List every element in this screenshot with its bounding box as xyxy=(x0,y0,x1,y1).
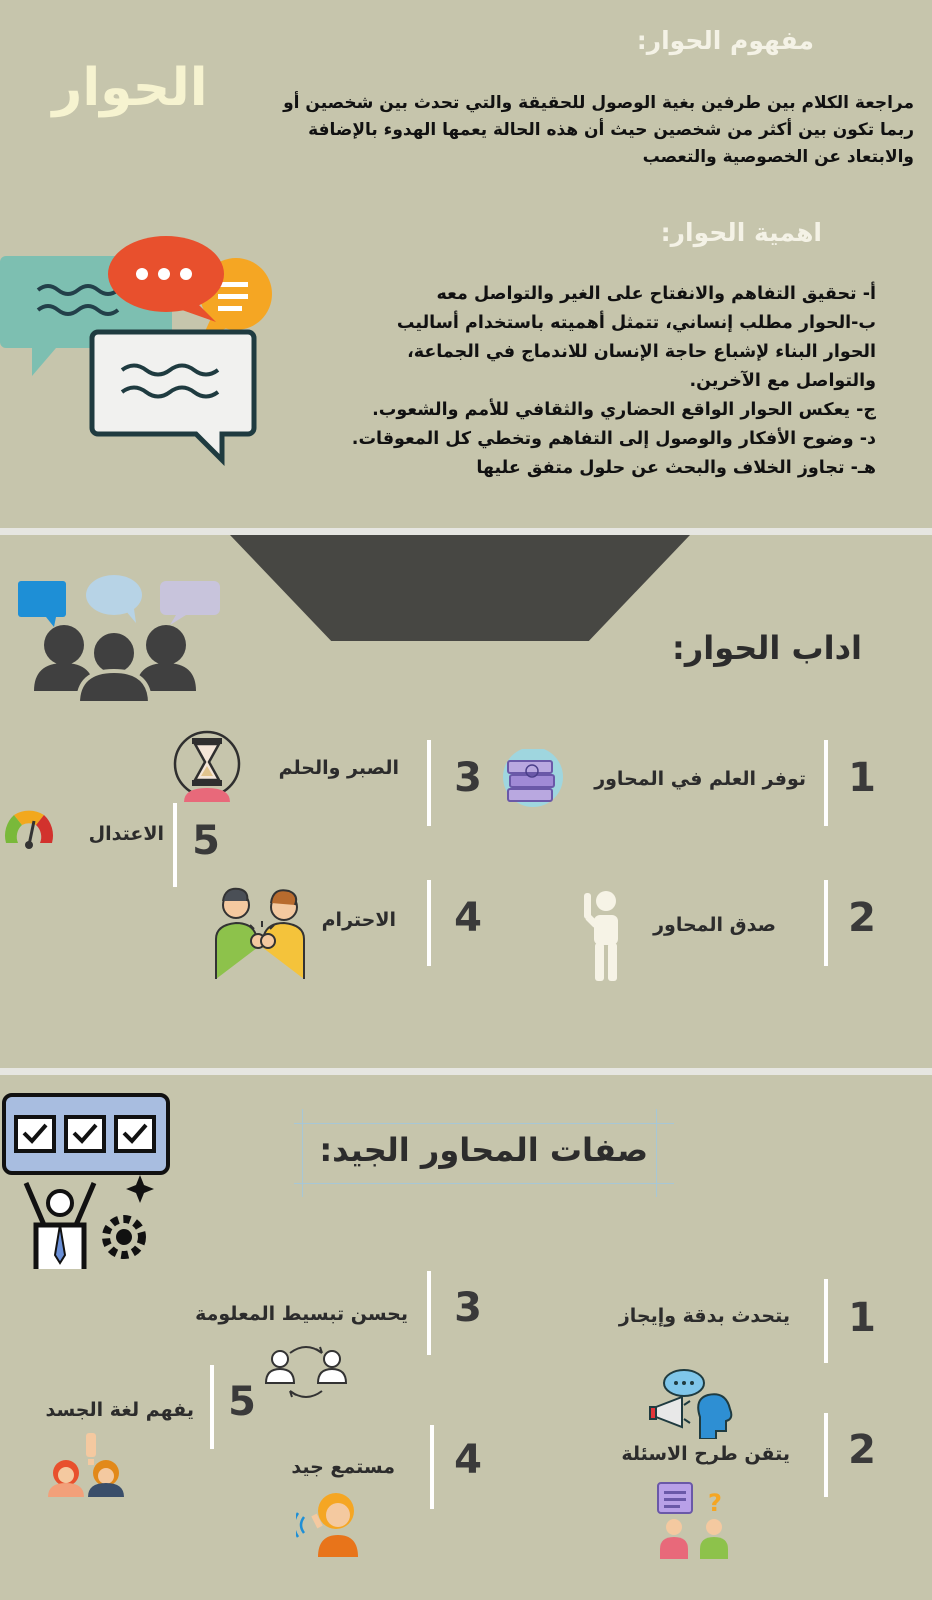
item-separator xyxy=(824,740,828,826)
respect-fist-bump-icon xyxy=(212,887,308,979)
traits-item-label: يتقن طرح الاسئلة xyxy=(621,1443,790,1465)
etiquette-item-label: توفر العلم في المحاور xyxy=(594,768,806,790)
etiquette-item-label: صدق المحاور xyxy=(653,914,776,936)
good-listener-icon xyxy=(296,1489,368,1557)
importance-item: والتواصل مع الآخرين. xyxy=(689,371,876,391)
frame-line xyxy=(656,1109,657,1197)
item-number: 5 xyxy=(192,818,220,864)
speaking-megaphone-icon xyxy=(648,1369,740,1439)
item-separator xyxy=(427,1271,431,1355)
gauge-moderation-icon xyxy=(0,797,58,855)
importance-item: ب-الحوار مطلب إنساني، تتمثل أهميته باستخدام أساليب xyxy=(396,313,876,333)
concept-line: والابتعاد عن الخصوصية والتعصب xyxy=(642,147,914,167)
item-separator xyxy=(427,740,431,826)
etiquette-heading: اداب الحوار: xyxy=(672,629,862,667)
traits-item-label: مستمع جيد xyxy=(291,1456,395,1478)
decorative-trapezoid xyxy=(230,535,690,641)
etiquette-item-label: الاحترام xyxy=(321,909,396,931)
section-divider xyxy=(0,1068,932,1075)
importance-heading: اهمية الحوار: xyxy=(660,218,822,247)
etiquette-item-label: الاعتدال xyxy=(88,823,164,845)
books-icon xyxy=(498,749,568,809)
item-separator xyxy=(824,1413,828,1497)
importance-item: ج- يعكس الحوار الواقع الحضاري والثقافي للأمم والشعوب. xyxy=(372,400,876,420)
intro-section xyxy=(0,0,932,528)
item-number: 5 xyxy=(228,1379,256,1425)
item-separator xyxy=(430,1425,434,1509)
asking-questions-icon xyxy=(656,1479,736,1561)
svg-text:?: ? xyxy=(708,1489,722,1517)
item-number: 2 xyxy=(848,895,876,941)
item-separator xyxy=(210,1365,214,1449)
concept-line: ربما تكون بين أكثر من شخصين حيث أن هذه الحالة يعمها الهدوء بالإضافة xyxy=(308,120,914,140)
hourglass-patience-icon xyxy=(168,730,246,802)
item-separator xyxy=(173,803,177,887)
traits-item-label: يتحدث بدقة وإيجاز xyxy=(618,1305,790,1327)
importance-item: د- وضوح الأفكار والوصول إلى التفاهم وتخطي كل المعوقات. xyxy=(351,429,876,449)
importance-item: الحوار البناء لإشباع حاجة الإنسان للاندماج في الجماعة، xyxy=(407,342,876,362)
item-separator xyxy=(824,1279,828,1363)
section-divider xyxy=(0,528,932,535)
checklist-achiever-icon xyxy=(0,1093,176,1269)
item-number: 3 xyxy=(454,1285,482,1331)
chat-bubbles-icon xyxy=(0,232,280,472)
item-number: 1 xyxy=(848,755,876,801)
frame-line xyxy=(302,1109,303,1197)
traits-heading: صفات المحاور الجيد: xyxy=(319,1131,648,1169)
item-number: 4 xyxy=(454,895,482,941)
item-number: 4 xyxy=(454,1437,482,1483)
etiquette-item-label: الصبر والحلم xyxy=(278,757,399,779)
concept-line: مراجعة الكلام بين طرفين بغية الوصول للحقيقة والتي تحدث بين شخصين أو xyxy=(283,93,914,113)
concept-heading: مفهوم الحوار: xyxy=(636,26,814,55)
exchange-people-icon xyxy=(264,1345,350,1403)
frame-line xyxy=(294,1183,674,1184)
item-number: 2 xyxy=(848,1427,876,1473)
etiquette-section xyxy=(0,535,932,1068)
item-number: 1 xyxy=(848,1295,876,1341)
importance-item: أ- تحقيق التفاهم والانفتاح على الغير والتواصل معه xyxy=(436,284,876,304)
traits-item-label: يحسن تبسيط المعلومة xyxy=(195,1303,408,1325)
group-discussion-icon xyxy=(16,575,226,705)
body-language-icon xyxy=(46,1431,128,1497)
importance-list xyxy=(316,280,876,483)
traits-section xyxy=(0,1075,932,1600)
concept-definition xyxy=(234,90,914,171)
item-number: 3 xyxy=(454,755,482,801)
traits-item-label: يفهم لغة الجسد xyxy=(45,1399,194,1421)
frame-line xyxy=(294,1123,674,1124)
importance-item: هـ- تجاوز الخلاف والبحث عن حلول متفق عليها xyxy=(476,458,876,478)
main-title: الحوار xyxy=(52,58,208,118)
item-separator xyxy=(824,880,828,966)
honest-person-icon xyxy=(582,887,626,983)
item-separator xyxy=(427,880,431,966)
